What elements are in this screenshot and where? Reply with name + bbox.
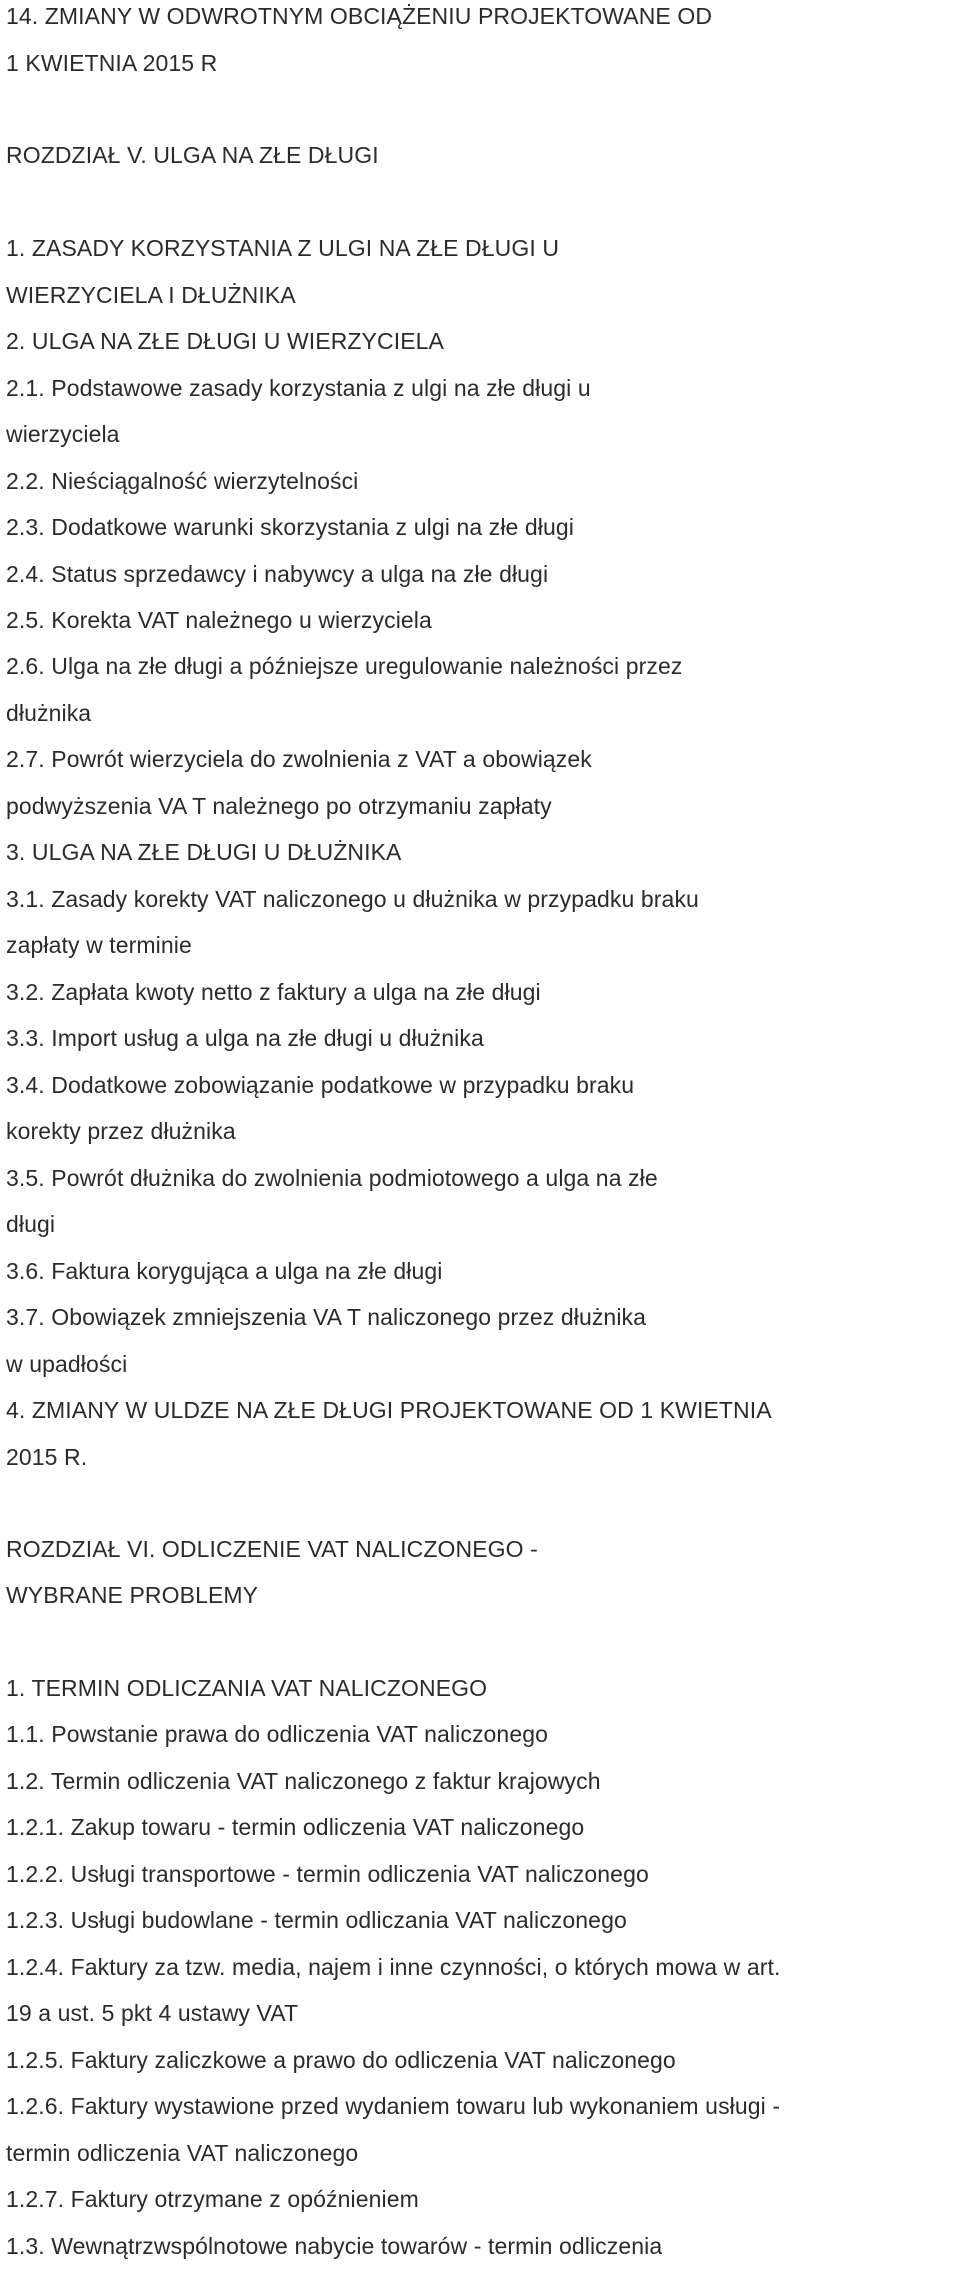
text-line-38: 1.2.3. Usługi budowlane - termin odliczania VAT naliczonego [6,1907,627,1933]
text-line-32: WYBRANE PROBLEMY [6,1582,259,1608]
text-line-42: 1.2.6. Faktury wystawione przed wydaniem towaru lub wykonaniem usługi - [6,2093,781,2119]
text-line-27: 3.7. Obowiązek zmniejszenia VA T naliczonego przez dłużnika [6,1304,647,1330]
text-line-29: 4. ZMIANY W ULDZE NA ZŁE DŁUGI PROJEKTOWANE OD 1 KWIETNIA [6,1397,772,1423]
text-line-44: 1.2.7. Faktury otrzymane z opóźnieniem [6,2186,419,2212]
chapter-heading-5: ROZDZIAŁ V. ULGA NA ZŁE DŁUGI [6,142,379,168]
text-line-17: 3. ULGA NA ZŁE DŁUGI U DŁUŻNIKA [6,839,402,865]
text-line-1: 14. ZMIANY W ODWROTNYM OBCIĄŻENIU PROJEKTOWANE OD [6,3,713,29]
text-line-11: 2.4. Status sprzedawcy i nabywcy a ulga na złe długi [6,561,549,587]
text-line-18: 3.1. Zasady korekty VAT naliczonego u dłużnika w przypadku braku [6,886,699,912]
text-line-24: 3.5. Powrót dłużnika do zwolnienia podmiotowego a ulga na złe [6,1165,658,1191]
chapter-heading-6: ROZDZIAŁ VI. ODLICZENIE VAT NALICZONEGO - [6,1536,538,1562]
text-line-33: 1. TERMIN ODLICZANIA VAT NALICZONEGO [6,1675,488,1701]
text-line-15: 2.7. Powrót wierzyciela do zwolnienia z VAT a obowiązek [6,746,592,772]
text-line-28: w upadłości [6,1351,128,1377]
text-line-19: zapłaty w terminie [6,932,192,958]
text-line-37: 1.2.2. Usługi transportowe - termin odliczenia VAT naliczonego [6,1861,649,1887]
text-line-30: 2015 R. [6,1444,88,1470]
text-line-35: 1.2. Termin odliczenia VAT naliczonego z faktur krajowych [6,1768,601,1794]
text-line-8: wierzyciela [6,421,120,447]
text-line-40: 19 a ust. 5 pkt 4 ustawy VAT [6,2000,299,2026]
text-line-16: podwyższenia VA T należnego po otrzymaniu zapłaty [6,793,552,819]
text-line-6: 2. ULGA NA ZŁE DŁUGI U WIERZYCIELA [6,328,444,354]
text-line-13: 2.6. Ulga na złe długi a późniejsze uregulowanie należności przez [6,653,683,679]
text-line-26: 3.6. Faktura korygująca a ulga na złe długi [6,1258,443,1284]
text-line-21: 3.3. Import usług a ulga na złe długi u dłużnika [6,1025,484,1051]
text-line-9: 2.2. Nieściągalność wierzytelności [6,468,359,494]
text-line-43: termin odliczenia VAT naliczonego [6,2140,359,2166]
text-line-41: 1.2.5. Faktury zaliczkowe a prawo do odliczenia VAT naliczonego [6,2047,676,2073]
text-line-25: długi [6,1211,56,1237]
text-line-22: 3.4. Dodatkowe zobowiązanie podatkowe w przypadku braku [6,1072,635,1098]
text-line-12: 2.5. Korekta VAT należnego u wierzyciela [6,607,432,633]
text-line-34: 1.1. Powstanie prawa do odliczenia VAT naliczonego [6,1721,548,1747]
text-line-20: 3.2. Zapłata kwoty netto z faktury a ulga na złe długi [6,979,541,1005]
text-line-45: 1.3. Wewnątrzwspólnotowe nabycie towarów - termin odliczenia [6,2233,663,2259]
text-line-2: 1 KWIETNIA 2015 R [6,50,218,76]
text-line-5: WIERZYCIELA I DŁUŻNIKA [6,282,296,308]
text-line-14: dłużnika [6,700,92,726]
text-line-10: 2.3. Dodatkowe warunki skorzystania z ulgi na złe długi [6,514,575,540]
text-line-4: 1. ZASADY KORZYSTANIA Z ULGI NA ZŁE DŁUGI U [6,235,560,261]
text-line-23: korekty przez dłużnika [6,1118,236,1144]
text-line-36: 1.2.1. Zakup towaru - termin odliczenia VAT naliczonego [6,1814,585,1840]
text-line-7: 2.1. Podstawowe zasady korzystania z ulgi na złe długi u [6,375,591,401]
text-line-39: 1.2.4. Faktury za tzw. media, najem i inne czynności, o których mowa w art. [6,1954,781,1980]
